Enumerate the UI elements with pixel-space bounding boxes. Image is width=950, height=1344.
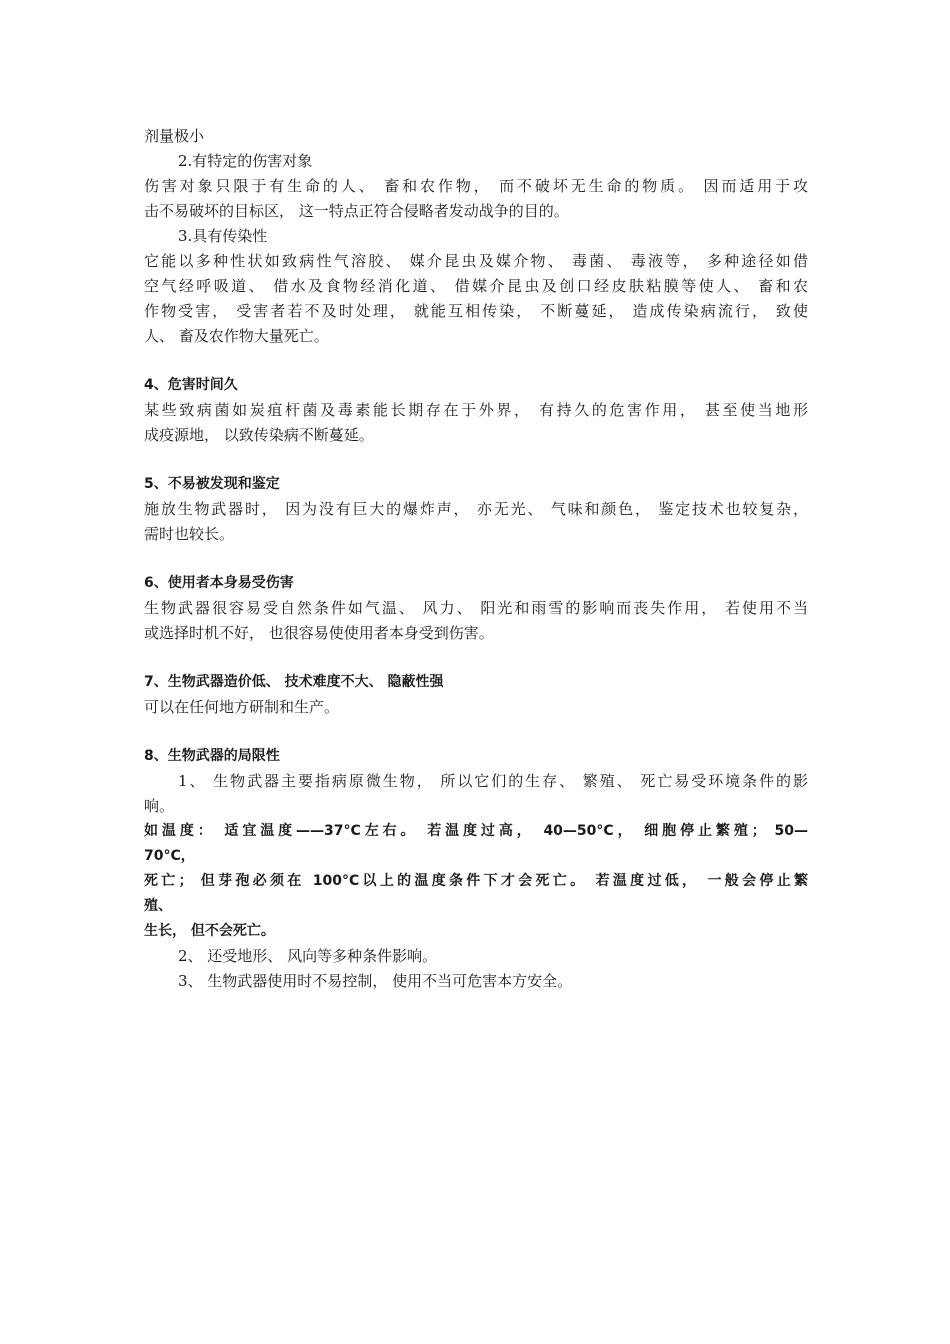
intro-text: 剂量极小 [144, 127, 205, 145]
section-7-text: 可以在任何地方研制和生产。 [144, 698, 340, 716]
section-3-text: 作物受害， 受害者若不及时处理， 就能互相传染， 不断蔓延， 造成传染病流行， 致使 [144, 302, 808, 320]
section-7-heading: 7、生物武器造价低、 技术难度不大、 隐蔽性强 [144, 674, 444, 690]
section-2-text: 击不易破坏的目标区， 这一特点正符合侵略者发动战争的目的。 [144, 202, 569, 220]
spacer [144, 448, 808, 472]
spacer [144, 720, 808, 744]
section-6-text: 生物武器很容易受自然条件如气温、 风力、 阳光和雨雪的影响而丧失作用， 若使用不当 [144, 599, 808, 617]
section-8-item-1-cont: 响。 [144, 797, 175, 815]
temperature-note: 70°C， [144, 848, 195, 864]
section-3-text: 它能以多种性状如致病性气溶胶、 媒介昆虫及媒介物、 毒菌、 毒液等， 多种途径如借 [144, 252, 808, 270]
section-4-heading: 4、危害时间久 [144, 377, 238, 393]
document-page [144, 124, 808, 994]
spacer [144, 646, 808, 670]
temperature-note: 生长， 但不会死亡。 [144, 923, 275, 939]
spacer [144, 349, 808, 373]
temperature-note: 殖、 [144, 898, 172, 914]
section-4-text: 成疫源地， 以致传染病不断蔓延。 [144, 426, 374, 444]
section-8-item-1: 1、 生物武器主要指病原微生物， 所以它们的生存、 繁殖、 死亡易受环境条件的影 [178, 772, 808, 790]
section-6-heading: 6、使用者本身易受伤害 [144, 575, 294, 591]
section-6-text: 或选择时机不好， 也很容易使使用者本身受到伤害。 [144, 624, 494, 642]
section-3-heading: 3.具有传染性 [178, 227, 268, 245]
section-5-text: 需时也较长。 [144, 525, 235, 543]
temperature-note: 如温度： 适宜温度——37°C左右。 若温度过高， 40—50°C， 细胞停止繁殖； 50— [144, 823, 808, 839]
section-4-text: 某些致病菌如炭疽杆菌及毒素能长期存在于外界， 有持久的危害作用， 甚至使当地形 [144, 401, 808, 419]
spacer [144, 547, 808, 571]
section-3-text: 人、 畜及农作物大量死亡。 [144, 327, 329, 345]
section-8-heading: 8、生物武器的局限性 [144, 748, 280, 764]
section-2-heading: 2.有特定的伤害对象 [178, 152, 313, 170]
section-8-item-3: 3、 生物武器使用时不易控制， 使用不当可危害本方安全。 [178, 972, 573, 990]
section-8-item-2: 2、 还受地形、 风向等多种条件影响。 [178, 947, 438, 965]
section-3-text: 空气经呼吸道、 借水及食物经消化道、 借媒介昆虫及创口经皮肤粘膜等使人、 畜和农 [144, 277, 808, 295]
section-2-text: 伤害对象只限于有生命的人、 畜和农作物， 而不破坏无生命的物质。 因而适用于攻 [144, 177, 808, 195]
section-5-text: 施放生物武器时， 因为没有巨大的爆炸声， 亦无光、 气味和颜色， 鉴定技术也较复杂， [144, 500, 808, 518]
temperature-note: 死亡； 但芽孢必须在 100°C以上的温度条件下才会死亡。 若温度过低， 一般会停止繁 [144, 873, 808, 889]
section-5-heading: 5、不易被发现和鉴定 [144, 476, 280, 492]
